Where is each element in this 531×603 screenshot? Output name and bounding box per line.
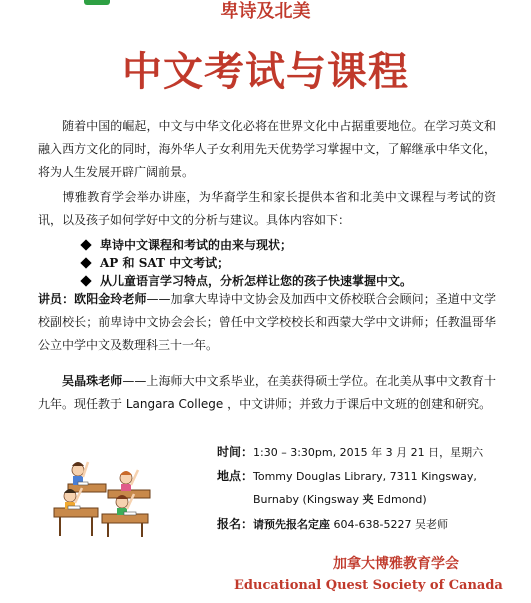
topic-list: [80, 236, 500, 290]
intro-text-2: 博雅教育学会举办讲座，为华裔学生和家长提供本省和北美中文课程与考试的资讯，以及孩子如何学好中文的分析与建议。具体内容如下：: [38, 190, 496, 227]
signup-label: 报名：: [217, 517, 254, 531]
list-item: [80, 236, 500, 254]
page-title: 中文考试与课程: [122, 48, 409, 95]
place-row: [217, 466, 477, 487]
org-name-chinese: 加拿大博雅教育学会: [333, 556, 459, 572]
place-line-1: Tommy Douglas Library, 7311 Kingsway,: [253, 470, 477, 483]
place-line-2-and: 夹: [362, 493, 374, 506]
time-row: [217, 442, 483, 463]
diamond-bullet-icon: [80, 239, 91, 250]
speaker-2-paragraph: [38, 370, 496, 416]
intro-paragraph-1: [38, 115, 496, 184]
place-label: 地点：: [217, 469, 254, 483]
speakers-label: 讲员：: [38, 292, 75, 306]
intro-paragraph-2: [38, 186, 496, 232]
intro-text-1: 随着中国的崛起，中文与中华文化必将在世界文化中占据重要地位。在学习英文和融入西方文化的同时，海外华人子女利用先天优势学习掌握中文，了解继承中华文化，将为人生发展开辟广阔前景。: [38, 119, 496, 179]
time-label: 时间：: [217, 445, 254, 459]
time-value: 1:30 – 3:30pm, 2015 年 3 月 21 日，星期六: [253, 446, 484, 459]
list-item-text: AP 和 SAT 中文考试；: [100, 256, 230, 270]
page-subtitle: 卑诗及北美: [220, 1, 311, 22]
students-clipart-icon: [48, 456, 158, 538]
speaker-2-name: 吴晶珠老师: [62, 374, 123, 388]
diamond-bullet-icon: [80, 257, 91, 268]
speaker-1-name: 欧阳金玲老师: [74, 292, 147, 306]
signup-note: 请预先报名定座: [253, 518, 331, 531]
list-item-text: 卑诗中文课程和考试的由来与现状；: [100, 238, 293, 252]
speaker-1-bio: ——加拿大卑诗中文协会及加西中文侨校联合会顾问；圣道中文学校副校长；前卑诗中文协会会长；曾任中文学校校长和西蒙大学中文讲师；任教温哥华公立中学中文及数理科三十一年。: [38, 292, 496, 352]
org-name-english: Educational Quest Society of Canada: [234, 578, 503, 593]
signup-row: [217, 514, 448, 535]
place-line-2b: Edmond): [377, 493, 427, 506]
signup-phone[interactable]: 604-638-5227: [333, 518, 412, 531]
signup-contact: 吴老师: [414, 518, 448, 531]
speaker-2-bio: ——上海师大中文系毕业，在美获得硕士学位。在北美从事中文教育十九年。现任教于 Langara College ，中文讲师；并致力于课后中文班的创建和研究。: [38, 374, 496, 411]
list-item-text: 从儿童语言学习特点，分析怎样让您的孩子快速掌握中文。: [100, 274, 413, 288]
speaker-1-paragraph: [38, 288, 496, 357]
diamond-bullet-icon: [80, 275, 91, 286]
place-row-2: [253, 490, 427, 510]
place-line-2a: Burnaby (Kingsway: [253, 493, 360, 506]
list-item: [80, 254, 500, 272]
